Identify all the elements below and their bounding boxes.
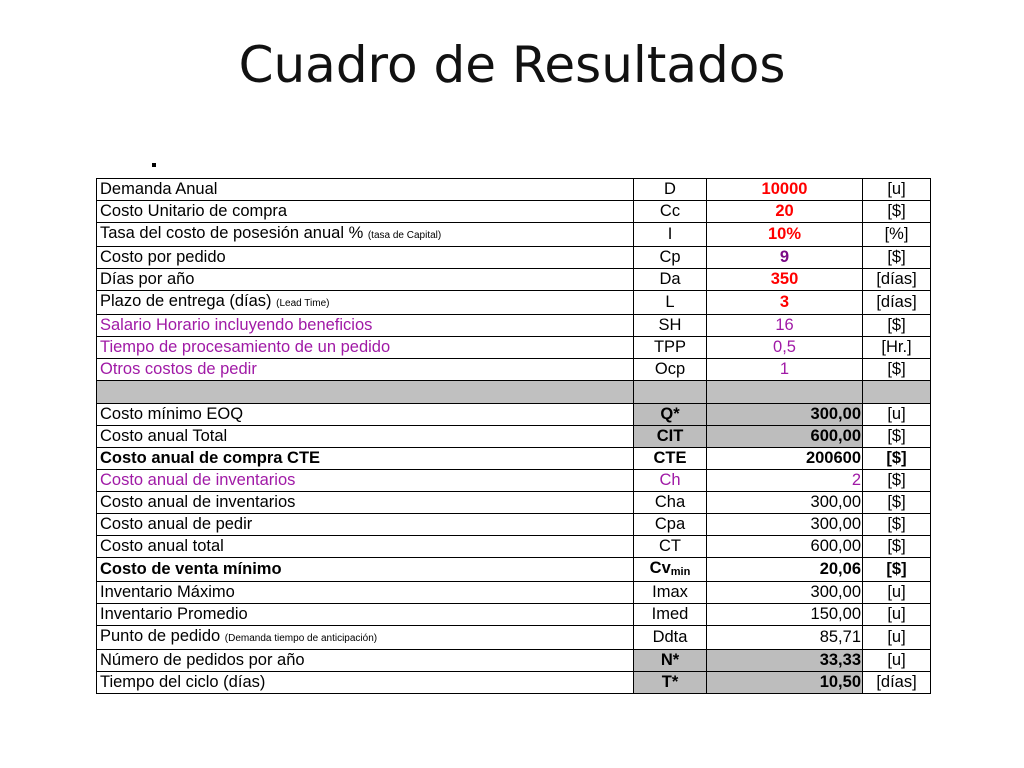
- row-unit: [u]: [863, 604, 931, 626]
- row-label: [97, 247, 634, 269]
- row-symbol: [634, 536, 707, 558]
- row-label-text: Costo anual Total: [100, 427, 228, 445]
- row-symbol: Cp: [634, 247, 707, 269]
- result-row: [97, 492, 931, 514]
- row-value: 350: [707, 269, 863, 291]
- row-symbol-text: T*: [661, 673, 679, 691]
- row-label: [97, 337, 634, 359]
- row-label-text: Tiempo de procesamiento de un pedido: [100, 338, 391, 356]
- row-symbol: Cc: [634, 201, 707, 223]
- row-symbol: [634, 514, 707, 536]
- result-row: [97, 514, 931, 536]
- row-value: 300,00: [707, 492, 863, 514]
- row-label: [97, 470, 634, 492]
- row-symbol-text: Imed: [651, 605, 689, 623]
- row-symbol: [634, 650, 707, 672]
- input-row: [97, 269, 931, 291]
- row-unit: [u]: [863, 179, 931, 201]
- row-label-note: (Demanda tiempo de anticipación): [224, 633, 378, 644]
- row-unit: [días]: [863, 269, 931, 291]
- row-label-text: Costo de venta mínimo: [100, 560, 282, 578]
- row-value: 33,33: [707, 650, 863, 672]
- result-row: [97, 626, 931, 650]
- row-unit: [$]: [863, 492, 931, 514]
- row-value: 300,00: [707, 582, 863, 604]
- row-symbol-text: Cha: [654, 493, 686, 511]
- row-value: 300,00: [707, 404, 863, 426]
- row-symbol: D: [634, 179, 707, 201]
- separator-cell: [707, 381, 863, 404]
- result-row: [97, 582, 931, 604]
- row-label-text: Inventario Máximo: [100, 583, 235, 601]
- row-symbol: Ocp: [634, 359, 707, 381]
- row-value: 20: [707, 201, 863, 223]
- row-unit: [$]: [863, 315, 931, 337]
- row-label: [97, 604, 634, 626]
- row-label-text: Costo anual total: [100, 537, 224, 555]
- row-label: [97, 672, 634, 694]
- result-row: [97, 448, 931, 470]
- row-value: 10%: [707, 223, 863, 247]
- row-symbol: SH: [634, 315, 707, 337]
- row-symbol-text: Q*: [660, 405, 680, 423]
- input-row: [97, 247, 931, 269]
- result-row: [97, 672, 931, 694]
- row-symbol: I: [634, 223, 707, 247]
- input-row: [97, 179, 931, 201]
- stray-mark: [152, 163, 156, 167]
- row-symbol: Da: [634, 269, 707, 291]
- row-label-text: Costo mínimo EOQ: [100, 405, 244, 423]
- row-label: [97, 582, 634, 604]
- separator-row: [97, 381, 931, 404]
- row-symbol: [634, 470, 707, 492]
- row-label: [97, 201, 634, 223]
- result-row: [97, 558, 931, 582]
- row-label-text: Días por año: [100, 270, 195, 288]
- row-unit: [u]: [863, 404, 931, 426]
- row-symbol-subscript: min: [670, 566, 691, 578]
- row-value: 85,71: [707, 626, 863, 650]
- input-row: [97, 291, 931, 315]
- page-title: Cuadro de Resultados: [238, 36, 786, 94]
- separator-cell: [863, 381, 931, 404]
- row-unit: [días]: [863, 672, 931, 694]
- row-label-text: Otros costos de pedir: [100, 360, 257, 378]
- row-symbol-text: CT: [659, 537, 681, 555]
- row-label-text: Inventario Promedio: [100, 605, 248, 623]
- separator-cell: [634, 381, 707, 404]
- row-symbol: [634, 492, 707, 514]
- row-label: [97, 558, 634, 582]
- row-unit: [$]: [863, 536, 931, 558]
- result-row: [97, 404, 931, 426]
- row-label-text: Costo anual de inventarios: [100, 471, 296, 489]
- row-symbol-text: CIT: [656, 427, 684, 445]
- row-label-text: Plazo de entrega (días): [100, 292, 277, 310]
- row-symbol-text: N*: [660, 651, 680, 669]
- row-unit: [$]: [863, 359, 931, 381]
- result-row: [97, 536, 931, 558]
- separator-cell: [97, 381, 634, 404]
- input-row: [97, 337, 931, 359]
- row-symbol-text: Imax: [652, 583, 688, 601]
- row-symbol-text: CTE: [653, 449, 687, 467]
- row-symbol: [634, 426, 707, 448]
- row-value: 20,06: [707, 558, 863, 582]
- row-symbol: [634, 626, 707, 650]
- row-symbol-text: Cpa: [654, 515, 686, 533]
- row-symbol: [634, 448, 707, 470]
- results-table: [96, 178, 931, 694]
- row-label: [97, 426, 634, 448]
- result-row: [97, 604, 931, 626]
- row-label: [97, 291, 634, 315]
- row-unit: [u]: [863, 582, 931, 604]
- row-label: [97, 514, 634, 536]
- row-value: 1: [707, 359, 863, 381]
- row-label-text: Costo por pedido: [100, 248, 226, 266]
- row-symbol-text: Ch: [659, 471, 681, 489]
- row-symbol: [634, 672, 707, 694]
- row-label-text: Costo anual de compra CTE: [100, 449, 321, 467]
- row-value: 150,00: [707, 604, 863, 626]
- row-unit: [%]: [863, 223, 931, 247]
- row-unit: [$]: [863, 514, 931, 536]
- result-row: [97, 650, 931, 672]
- row-value: 3: [707, 291, 863, 315]
- row-label: [97, 269, 634, 291]
- row-label: [97, 179, 634, 201]
- row-unit: [días]: [863, 291, 931, 315]
- row-symbol-text: Ddta: [652, 628, 688, 646]
- row-value: 300,00: [707, 514, 863, 536]
- row-label-text: Demanda Anual: [100, 180, 218, 198]
- row-value: 10,50: [707, 672, 863, 694]
- row-symbol: [634, 604, 707, 626]
- row-label-text: Costo Unitario de compra: [100, 202, 288, 220]
- row-label: [97, 650, 634, 672]
- row-symbol: L: [634, 291, 707, 315]
- row-label-text: Tasa del costo de posesión anual %: [100, 224, 368, 242]
- input-row: [97, 315, 931, 337]
- row-label: [97, 359, 634, 381]
- row-unit: [$]: [863, 558, 931, 582]
- row-label: [97, 315, 634, 337]
- result-row: [97, 426, 931, 448]
- row-unit: [Hr.]: [863, 337, 931, 359]
- row-unit: [$]: [863, 426, 931, 448]
- row-unit: [u]: [863, 650, 931, 672]
- row-value: 600,00: [707, 536, 863, 558]
- row-label-text: Costo anual de inventarios: [100, 493, 296, 511]
- row-label: [97, 492, 634, 514]
- results-table-body: [97, 179, 931, 694]
- row-unit: [$]: [863, 201, 931, 223]
- row-value: 16: [707, 315, 863, 337]
- row-label-note: (Lead Time): [276, 298, 330, 309]
- row-label-text: Punto de pedido: [100, 627, 225, 645]
- row-unit: [u]: [863, 626, 931, 650]
- row-label-note: (tasa de Capital): [367, 230, 442, 241]
- row-value: 9: [707, 247, 863, 269]
- input-row: [97, 359, 931, 381]
- row-label: [97, 448, 634, 470]
- row-label: [97, 404, 634, 426]
- row-label-text: Número de pedidos por año: [100, 651, 305, 669]
- row-symbol: [634, 582, 707, 604]
- row-symbol: [634, 558, 707, 582]
- row-symbol: [634, 404, 707, 426]
- input-row: [97, 223, 931, 247]
- row-label-text: Salario Horario incluyendo beneficios: [100, 316, 373, 334]
- row-label-text: Tiempo del ciclo (días): [100, 673, 266, 691]
- row-label: [97, 536, 634, 558]
- row-symbol: TPP: [634, 337, 707, 359]
- row-unit: [$]: [863, 470, 931, 492]
- row-label-text: Costo anual de pedir: [100, 515, 253, 533]
- row-symbol-text: Cv: [649, 559, 671, 577]
- row-value: 10000: [707, 179, 863, 201]
- row-value: 0,5: [707, 337, 863, 359]
- input-row: [97, 201, 931, 223]
- row-value: 2: [707, 470, 863, 492]
- row-label: [97, 223, 634, 247]
- row-unit: [$]: [863, 448, 931, 470]
- row-value: 200600: [707, 448, 863, 470]
- row-label: [97, 626, 634, 650]
- row-value: 600,00: [707, 426, 863, 448]
- row-unit: [$]: [863, 247, 931, 269]
- result-row: [97, 470, 931, 492]
